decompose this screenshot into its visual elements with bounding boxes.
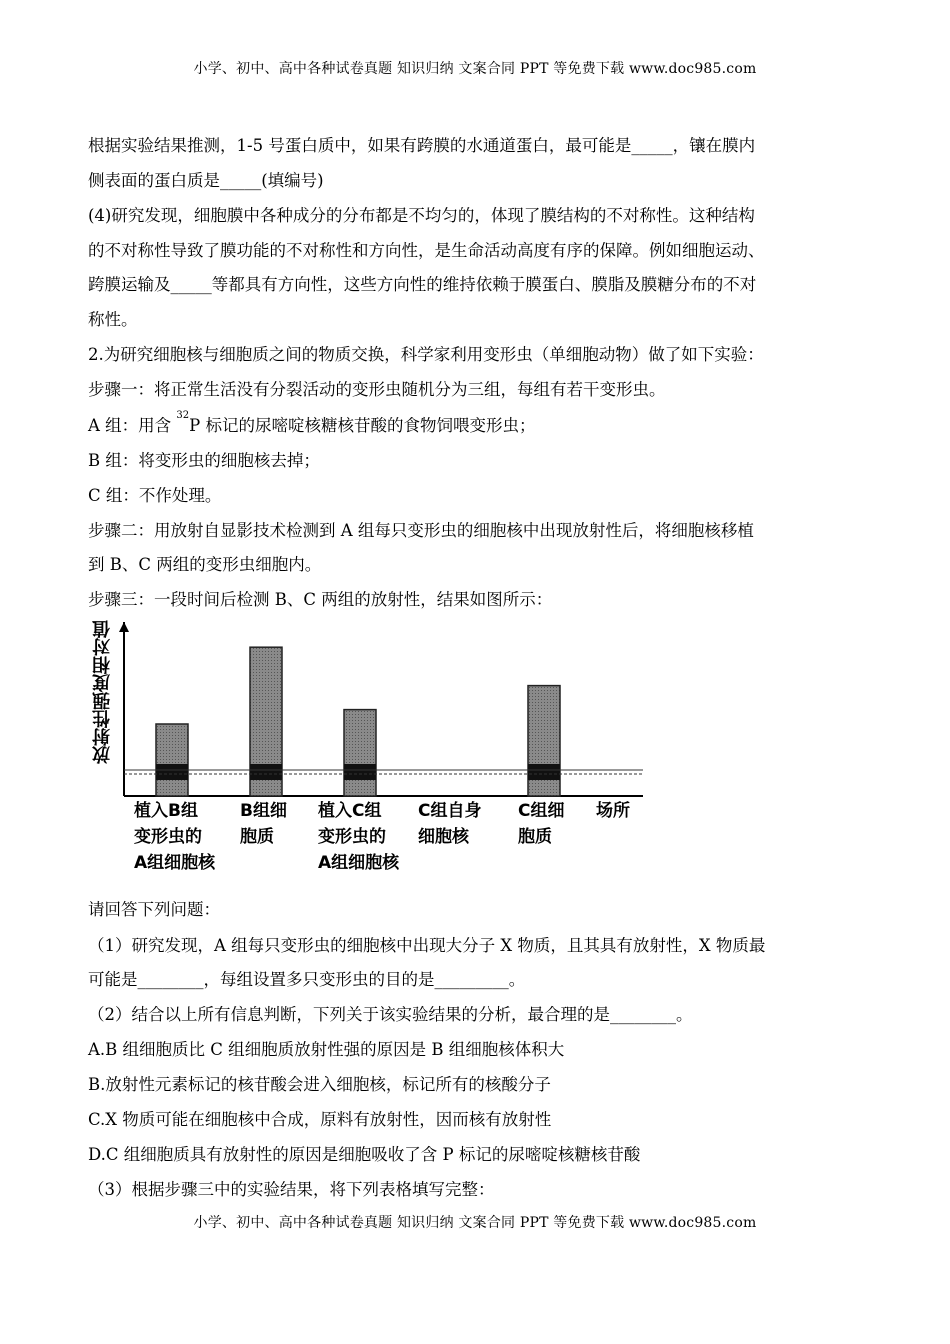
bar-band-3 [344, 764, 376, 780]
step-text-line-4: 到 B、C 两组的变形虫细胞内。 [88, 555, 322, 574]
chart-xlabel: 场所 [596, 801, 630, 821]
question-text-line-4: （2）结合以上所有信息判断，下列关于该实验结果的分析，最合理的是________。 [88, 1005, 693, 1024]
body-text-line-7: 2.为研究细胞核与细胞质之间的物质交换，科学家利用变形虫（单细胞动物）做了如下实验： [88, 345, 764, 364]
question-text-line-2: （1）研究发现，A 组每只变形虫的细胞核中出现大分子 X 物质，且其具有放射性，X 物质最 [88, 936, 766, 955]
question-text-line-6: B.放射性元素标记的核苷酸会进入细胞核，标记所有的核酸分子 [88, 1075, 551, 1094]
step-text-line-1: B 组：将变形虫的细胞核去掉； [88, 451, 320, 470]
page-header: 小学、初中、高中各种试卷真题 知识归纳 文案合同 PPT 等免费下载 www.doc985.com [193, 61, 757, 77]
bar-band-5 [528, 764, 560, 780]
bar-band-1 [156, 764, 188, 780]
x-tick-label-5-1: C组细 [518, 801, 565, 821]
x-tick-label-1-3: A组细胞核 [134, 853, 216, 873]
question-text-line-5: A.B 组细胞质比 C 组细胞质放射性强的原因是 B 组细胞核体积大 [88, 1040, 565, 1059]
group-a-line: A 组：用含 $^{32}$P 标记的尿嘧啶核糖核苷酸的食物饲喂变形虫； [88, 410, 536, 435]
x-tick-label-1-1: 植入B组 [134, 801, 198, 821]
bar-1 [156, 724, 188, 796]
question-text-line-9: （3）根据步骤三中的实验结果，将下列表格填写完整： [88, 1180, 495, 1199]
body-text-line-3: (4)研究发现，细胞膜中各种成分的分布都是不均匀的，体现了膜结构的不对称性。这种结构 [88, 206, 755, 225]
question-text-line-7: C.X 物质可能在细胞核中合成，原料有放射性，因而核有放射性 [88, 1110, 552, 1129]
body-text-line-8: 步骤一：将正常生活没有分裂活动的变形虫随机分为三组，每组有若干变形虫。 [88, 380, 666, 399]
step-text-line-5: 步骤三：一段时间后检测 B、C 两组的放射性，结果如图所示： [88, 590, 553, 609]
body-text-line-5: 跨膜运输及_____等都具有方向性，这些方向性的维持依赖于膜蛋白、膜脂及膜糖分布的不对 [88, 275, 757, 294]
question-text-line-3: 可能是________，每组设置多只变形虫的目的是_________。 [88, 970, 526, 989]
body-text-line-4: 的不对称性导致了膜功能的不对称性和方向性，是生命活动高度有序的保障。例如细胞运动、 [88, 241, 765, 260]
x-tick-label-4-1: C组自身 [418, 801, 482, 821]
page-footer: 小学、初中、高中各种试卷真题 知识归纳 文案合同 PPT 等免费下载 www.doc985.com [193, 1215, 757, 1231]
question-text-line-1: 请回答下列问题： [88, 900, 220, 919]
bar-3 [344, 710, 376, 796]
bar-chart [88, 612, 648, 882]
y-axis-arrow [119, 622, 129, 632]
body-text-line-1: 根据实验结果推测，1-5 号蛋白质中，如果有跨膜的水通道蛋白，最可能是_____，镶在膜内 [88, 136, 756, 155]
x-tick-label-3-2: 变形虫的 [318, 827, 386, 847]
step-text-line-2: C 组：不作处理。 [88, 486, 222, 505]
body-text-line-6: 称性。 [88, 310, 138, 329]
x-tick-label-3-1: 植入C组 [318, 801, 382, 821]
x-tick-label-3-3: A组细胞核 [318, 853, 400, 873]
chart-ylabel: 放射性强度相对值 [92, 620, 113, 764]
x-tick-label-2-2: 胞质 [240, 827, 274, 847]
x-tick-label-2-1: B组细 [240, 801, 287, 821]
question-text-line-8: D.C 组细胞质具有放射性的原因是细胞吸收了含 P 标记的尿嘧啶核糖核苷酸 [88, 1145, 641, 1164]
step-text-line-3: 步骤二：用放射自显影技术检测到 A 组每只变形虫的细胞核中出现放射性后，将细胞核移植 [88, 521, 754, 540]
x-tick-label-5-2: 胞质 [518, 827, 552, 847]
body-text-line-2: 侧表面的蛋白质是_____(填编号) [88, 171, 324, 190]
bar-band-2 [250, 764, 282, 780]
x-tick-label-4-2: 细胞核 [418, 827, 469, 847]
x-tick-label-1-2: 变形虫的 [134, 827, 202, 847]
